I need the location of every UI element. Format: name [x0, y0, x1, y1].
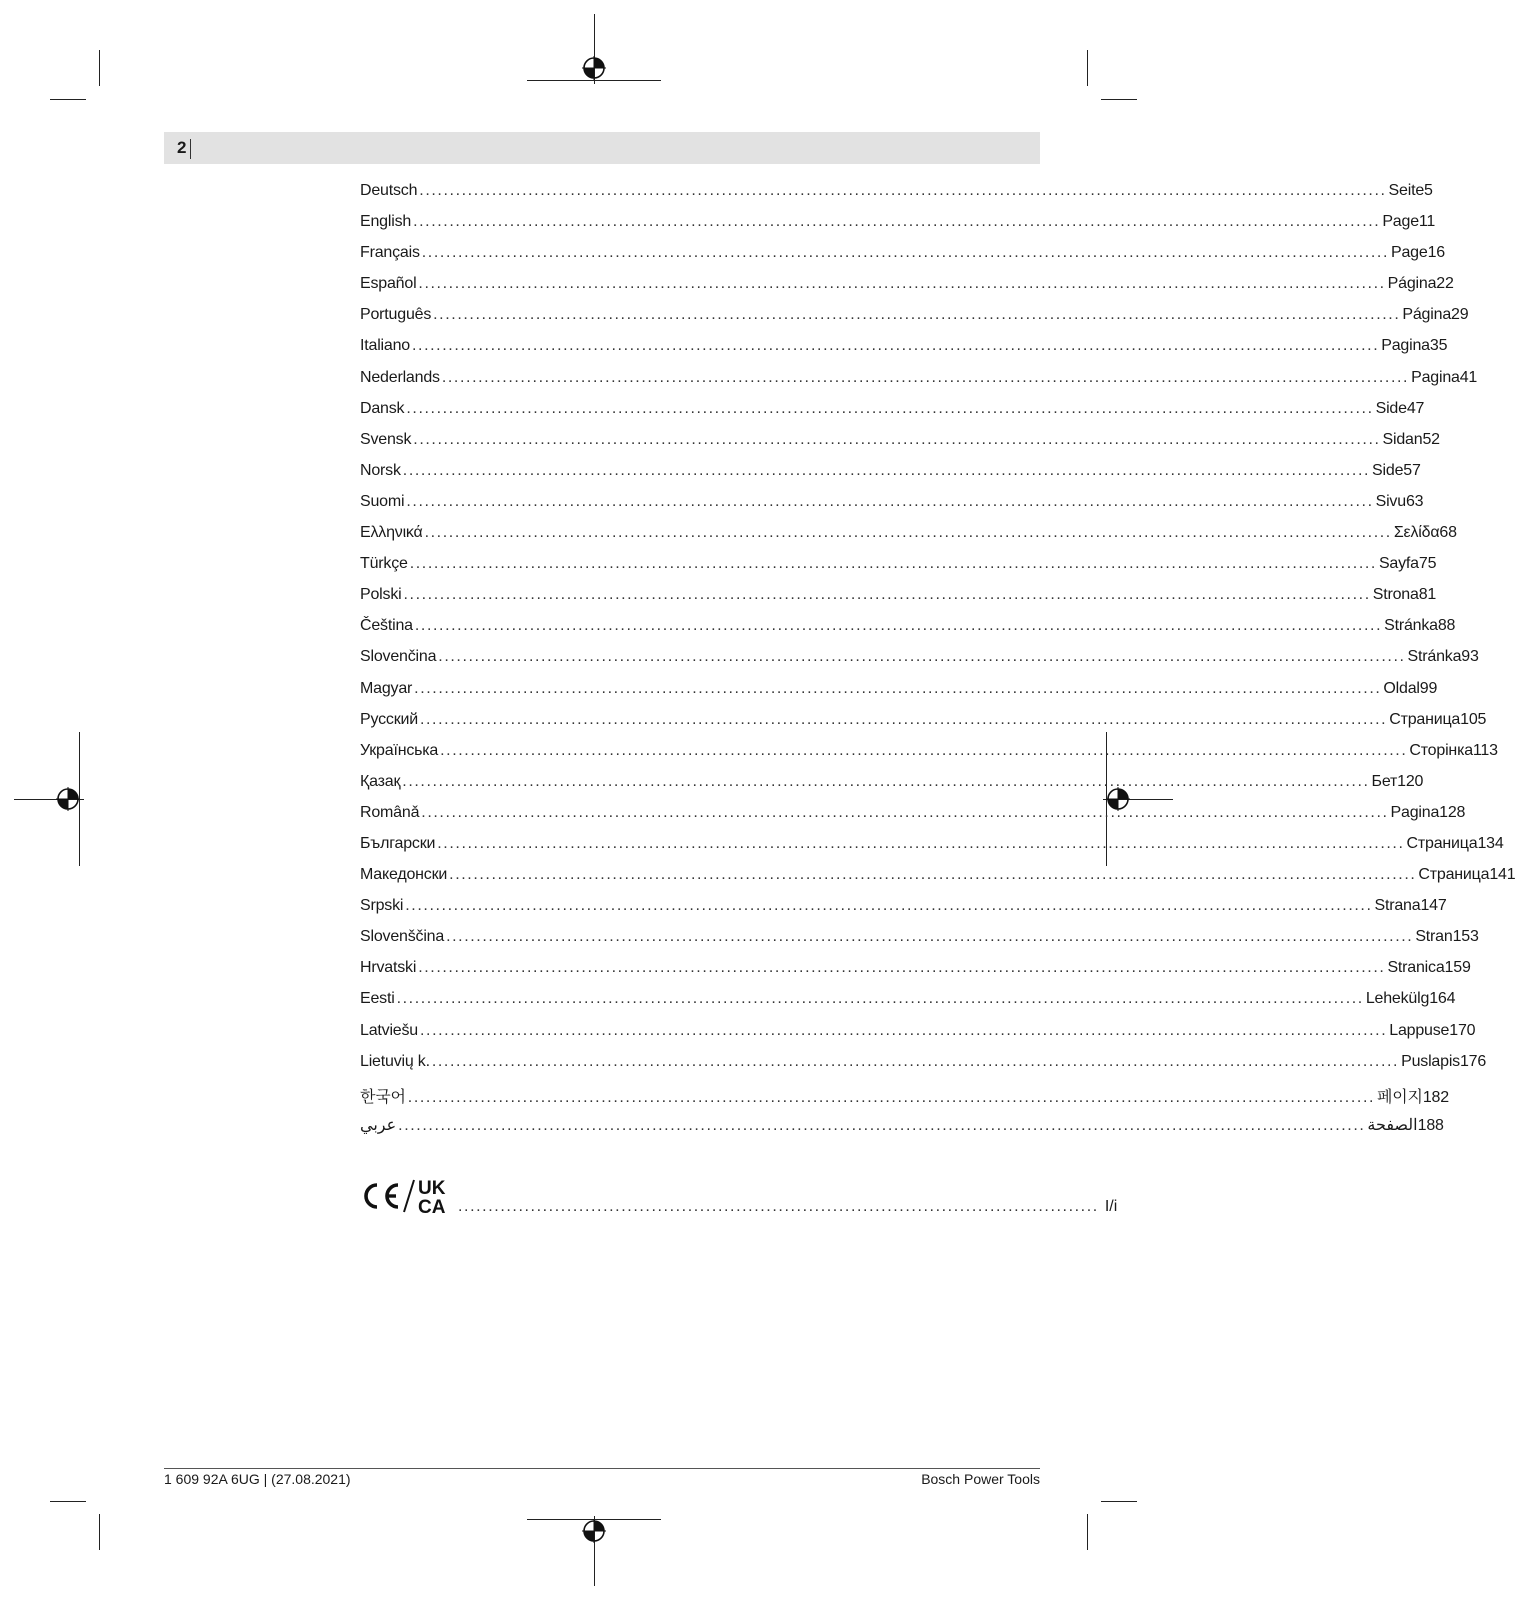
certification-logos: [360, 1176, 456, 1216]
toc-page-number: 88: [1437, 617, 1456, 635]
toc-page-label: 페이지: [1377, 1088, 1423, 1106]
toc-language: 한국어: [360, 1088, 406, 1106]
toc-page-label: Pagina: [1390, 803, 1440, 821]
toc-entry: [360, 897, 1447, 928]
leader-dots: ................................................................................................................................................................: [419, 710, 1388, 728]
leader-dots: ................................................................................................................................................................: [405, 897, 1373, 915]
leader-dots: ................................................................................................................................................................: [440, 741, 1408, 759]
toc-entry: [360, 990, 1456, 1021]
toc-page-number: 141: [1489, 866, 1515, 884]
toc-page-number: 188: [1417, 1116, 1444, 1134]
toc-language: عربي: [360, 1116, 397, 1134]
toc-page-label: Oldal: [1383, 679, 1420, 697]
toc-entry: [360, 1115, 1444, 1146]
leader-dots: ................................................................................................................................................................: [437, 834, 1405, 852]
toc-page-label: Stránka: [1407, 648, 1462, 666]
toc-language: Français: [360, 244, 420, 262]
toc-language: Türkçe: [360, 555, 408, 573]
leader-dots: ................................................................................................................................................................: [402, 461, 1371, 479]
toc-page-number: 99: [1419, 679, 1438, 697]
leader-dots: ................................................................................................................................................................: [418, 959, 1386, 977]
toc-entry: [360, 430, 1440, 462]
toc-page-number: 5: [1424, 182, 1433, 199]
toc-entry: [360, 710, 1487, 742]
document-number: 1 609 92A 6UG | (27.08.2021): [164, 1471, 351, 1487]
toc-language: Norsk: [360, 461, 401, 479]
toc-entry: [360, 524, 1457, 555]
leader-dots: ................................................................................................................................................................: [402, 772, 1370, 790]
leader-dots: ................................................................................................................................................................: [446, 928, 1414, 946]
toc-entry: [360, 182, 1433, 213]
toc-language: Nederlands: [360, 368, 440, 386]
leader-dots: ................................................................................................................................................................: [419, 182, 1387, 199]
toc-language: Українська: [360, 741, 439, 759]
toc-page-number: 159: [1444, 959, 1471, 977]
toc-language: Românǎ: [360, 803, 420, 821]
toc-entry: [360, 492, 1424, 524]
toc-page-label: Страница: [1406, 834, 1478, 852]
crop-mark: [1101, 1501, 1137, 1502]
toc-page-label: Sayfa: [1378, 555, 1419, 573]
toc-language: Dansk: [360, 399, 405, 417]
leader-dots: ................................................................................................................................................................: [407, 1088, 1376, 1106]
leader-dots: ................................................................................................................................................................: [409, 555, 1377, 573]
toc-page-number: 52: [1422, 430, 1440, 448]
page-number: 2: [177, 138, 187, 157]
leader-dots: ................................................................................................................................................................: [431, 1052, 1400, 1070]
toc-page-number: 29: [1451, 306, 1469, 324]
toc-page-number: 105: [1460, 710, 1487, 728]
toc-language: Polski: [360, 586, 402, 604]
toc-page-label: Stranica: [1387, 959, 1445, 977]
toc-entry: [360, 555, 1437, 586]
toc-page-label: Pagina: [1381, 337, 1430, 355]
leader-dots: ................................................................................................................................................................: [406, 492, 1374, 510]
toc-page-label: Página: [1387, 275, 1437, 293]
svg-text:CA: CA: [418, 1197, 446, 1218]
toc-language: Magyar: [360, 679, 413, 697]
toc-page-label: Lappuse: [1389, 1021, 1450, 1039]
toc-page-label: Страница: [1418, 866, 1490, 884]
certification-page: I/i: [1104, 1198, 1118, 1215]
toc-language: Русский: [360, 710, 418, 728]
leader-dots: ................................................................................................................................................................: [433, 306, 1401, 324]
toc-page-label: Puslapis: [1401, 1052, 1460, 1070]
leader-dots: ................................................................................................................................................................: [396, 990, 1364, 1008]
ukca-mark-icon: [416, 1176, 456, 1216]
svg-text:CE: CE: [360, 1181, 362, 1182]
toc-page-label: Página: [1402, 306, 1452, 324]
toc-entry: [360, 586, 1437, 617]
slash-separator-icon: [402, 1178, 416, 1214]
crop-mark: [527, 80, 661, 81]
toc-page-number: 120: [1397, 772, 1424, 790]
crop-mark: [50, 1501, 86, 1502]
toc-language: Latviešu: [360, 1021, 418, 1039]
toc-page-label: Strana: [1374, 897, 1421, 915]
toc-page-label: Side: [1372, 461, 1404, 479]
toc-language: Eesti: [360, 990, 395, 1008]
toc-entry: [360, 834, 1504, 866]
toc-page-label: Page: [1391, 244, 1428, 262]
toc-page-number: 147: [1420, 897, 1447, 915]
brand-name: Bosch Power Tools: [921, 1471, 1040, 1487]
toc-page-label: Strona: [1372, 586, 1419, 604]
toc-page-label: Sidan: [1382, 430, 1423, 448]
toc-entry: [360, 617, 1456, 648]
toc-page-label: الصفحة: [1367, 1116, 1418, 1134]
toc-page-label: Бет: [1371, 772, 1398, 790]
toc-entry: [360, 306, 1469, 337]
toc-page-label: Pagina: [1411, 368, 1460, 386]
leader-dots: ................................................................................................................................................................: [413, 430, 1381, 448]
toc-entry: [360, 337, 1448, 368]
toc-entry: [360, 679, 1438, 711]
leader-dots: ................................................................................................................................................................: [424, 524, 1392, 542]
toc-entry: [360, 399, 1425, 431]
toc-language: Italiano: [360, 337, 410, 355]
toc-page-number: 170: [1449, 1021, 1476, 1039]
leader-dots: ..........................................................................................................: [458, 1198, 1099, 1215]
registration-mark-icon: [582, 1519, 606, 1543]
footer-rule: [164, 1468, 1040, 1469]
toc-page-number: 81: [1418, 586, 1437, 604]
header-bar: [164, 132, 1040, 164]
toc-language: Қазақ: [360, 772, 401, 790]
toc-page-number: 182: [1422, 1088, 1449, 1106]
toc-entry: [360, 1052, 1487, 1084]
toc-entry: [360, 959, 1471, 990]
toc-language: Srpski: [360, 897, 404, 915]
toc-language: Македонски: [360, 866, 448, 884]
toc-language: Lietuvių k.: [360, 1052, 430, 1070]
toc-entry: [360, 213, 1436, 244]
page-number-separator: [190, 139, 191, 159]
svg-text:UK: UK: [418, 1178, 446, 1199]
ce-mark-icon: [360, 1181, 402, 1211]
leader-dots: ................................................................................................................................................................: [403, 586, 1371, 604]
leader-dots: ................................................................................................................................................................: [398, 1116, 1366, 1134]
toc-page-number: 35: [1429, 337, 1448, 355]
toc-page-number: 68: [1439, 524, 1457, 542]
toc-page-number: 93: [1461, 648, 1479, 666]
toc-entry: [360, 1084, 1449, 1115]
leader-dots: ................................................................................................................................................................: [406, 399, 1374, 417]
leader-dots: ................................................................................................................................................................: [413, 213, 1381, 231]
toc-entry: [360, 648, 1479, 679]
toc-page-number: 134: [1477, 834, 1504, 852]
toc-page-number: 16: [1427, 244, 1445, 262]
toc-page-label: Seite: [1388, 182, 1425, 199]
leader-dots: ................................................................................................................................................................: [418, 275, 1386, 293]
toc-entry: [360, 928, 1479, 959]
leader-dots: ................................................................................................................................................................: [412, 337, 1380, 355]
toc-page-number: 164: [1429, 990, 1456, 1008]
toc-language: Español: [360, 275, 417, 293]
registration-mark-icon: [582, 56, 606, 80]
toc-language: English: [360, 213, 412, 231]
leader-dots: ................................................................................................................................................................: [421, 244, 1390, 262]
toc-page-number: 57: [1403, 461, 1421, 479]
toc-entry: [360, 803, 1466, 835]
toc-page-number: 63: [1405, 492, 1424, 510]
leader-dots: ................................................................................................................................................................: [421, 803, 1389, 821]
toc-language: Svensk: [360, 430, 412, 448]
crop-mark: [99, 50, 100, 86]
toc-page-label: Страница: [1389, 710, 1461, 728]
toc-language: Suomi: [360, 492, 405, 510]
toc-page-number: 11: [1418, 213, 1436, 231]
toc-language: Ελληνικά: [360, 524, 423, 542]
toc-language: Hrvatski: [360, 959, 417, 977]
toc-entry: [360, 244, 1445, 275]
toc-page-label: Сторінка: [1409, 741, 1473, 759]
leader-dots: ................................................................................................................................................................: [420, 1021, 1388, 1039]
crop-mark: [1087, 50, 1088, 86]
certification-row: [360, 1176, 1118, 1218]
toc-language: Português: [360, 306, 432, 324]
crop-mark: [50, 99, 86, 100]
toc-entry: [360, 275, 1454, 306]
toc-page-number: 113: [1472, 741, 1498, 759]
table-of-contents: [360, 182, 1515, 1146]
toc-page-number: 75: [1418, 555, 1437, 573]
leader-dots: ................................................................................................................................................................: [414, 679, 1382, 697]
toc-page-number: 47: [1406, 399, 1425, 417]
toc-page-label: Stran: [1415, 928, 1453, 946]
toc-language: Slovenščina: [360, 928, 445, 946]
crop-mark: [1087, 1514, 1088, 1550]
toc-entry: [360, 772, 1424, 804]
crop-mark: [1101, 99, 1137, 100]
toc-language: Čeština: [360, 617, 413, 635]
toc-entry: [360, 741, 1498, 773]
toc-entry: [360, 461, 1421, 493]
toc-entry: [360, 368, 1478, 400]
toc-page-label: Sivu: [1375, 492, 1406, 510]
toc-page-label: Stránka: [1384, 617, 1438, 635]
crop-mark: [99, 1514, 100, 1550]
toc-language: Български: [360, 834, 436, 852]
registration-mark-icon: [56, 787, 80, 811]
toc-language: Deutsch: [360, 182, 418, 199]
toc-page-number: 41: [1459, 368, 1478, 386]
toc-entry: [360, 1021, 1476, 1053]
toc-page-label: Side: [1375, 399, 1407, 417]
leader-dots: ................................................................................................................................................................: [438, 648, 1406, 666]
toc-page-label: Lehekülg: [1365, 990, 1430, 1008]
toc-page-number: 176: [1459, 1052, 1487, 1070]
toc-entry: [360, 866, 1515, 897]
toc-page-number: 128: [1439, 803, 1466, 821]
toc-page-label: Σελίδα: [1393, 524, 1440, 542]
leader-dots: ................................................................................................................................................................: [414, 617, 1383, 635]
toc-page-number: 153: [1452, 928, 1479, 946]
toc-page-label: Page: [1382, 213, 1419, 231]
toc-page-number: 22: [1436, 275, 1454, 293]
toc-language: Slovenčina: [360, 648, 437, 666]
leader-dots: ................................................................................................................................................................: [449, 866, 1417, 884]
leader-dots: ................................................................................................................................................................: [441, 368, 1410, 386]
